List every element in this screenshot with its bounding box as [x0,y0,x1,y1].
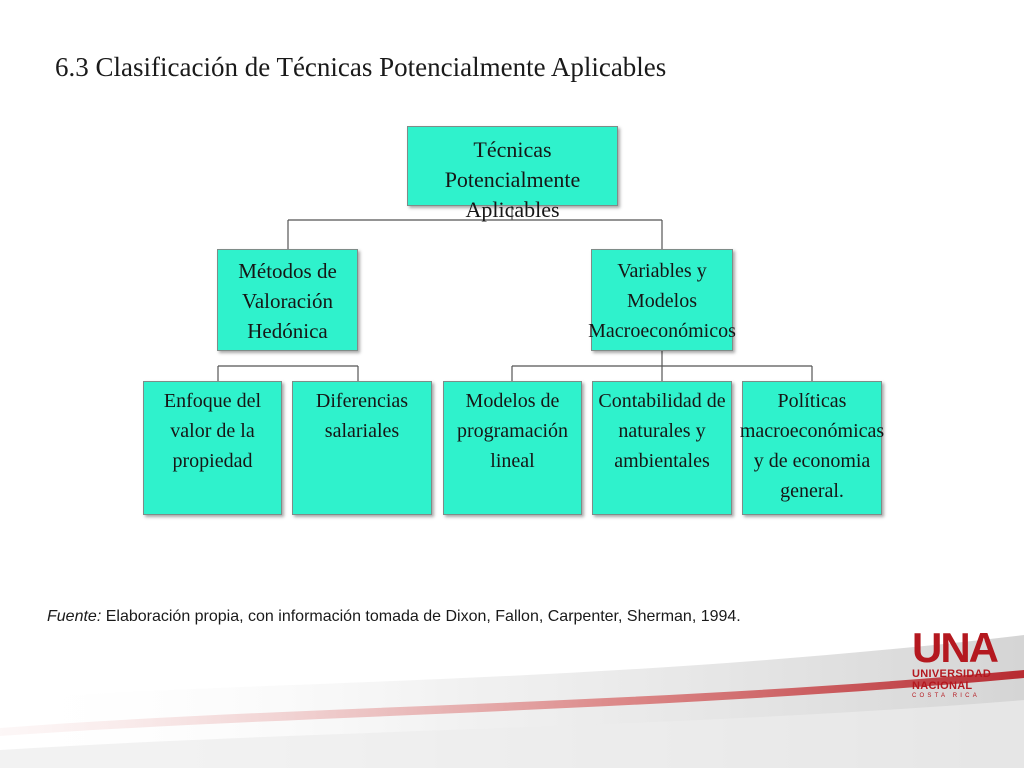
node-diferencias-salariales [292,381,432,515]
source-text: Elaboración propia, con información tomada de Dixon, Fallon, Carpenter, Sherman, 1994. [101,608,741,625]
node-politicas-label: Políticas macroeconómicas y de economia general. [739,390,885,502]
node-diferencias-salariales-label: Diferencias salariales [315,390,409,442]
node-enfoque-valor-label: Enfoque del valor de la propiedad [163,390,262,472]
node-root-label: Técnicas Potencialmente Aplicables [444,137,581,222]
una-logo [912,624,1012,708]
source-label: Fuente: [47,608,102,625]
logo-una-text: UNA [912,624,997,671]
logo-costa-rica: COSTA RICA [912,693,980,699]
decorative-swoosh [0,560,1024,768]
node-root [407,126,618,222]
node-metodos-hedonica-label: Métodos de Valoración Hedónica [238,259,337,343]
node-variables-modelos [588,249,736,351]
logo-universidad: UNIVERSIDAD [912,668,992,680]
node-contabilidad-label: Contabilidad de naturales y ambientales [598,390,726,472]
node-modelos-programacion [443,381,582,515]
node-contabilidad [592,381,732,515]
node-politicas [739,381,885,515]
node-metodos-hedonica [217,249,358,351]
slide-title: 6.3 Clasificación de Técnicas Potencialmente Aplicables [55,52,667,82]
node-enfoque-valor [143,381,282,515]
node-modelos-programacion-label: Modelos de programación lineal [456,390,569,472]
node-variables-modelos-label: Variables y Modelos Macroeconómicos [588,260,736,342]
logo-nacional: NACIONAL [912,680,973,692]
